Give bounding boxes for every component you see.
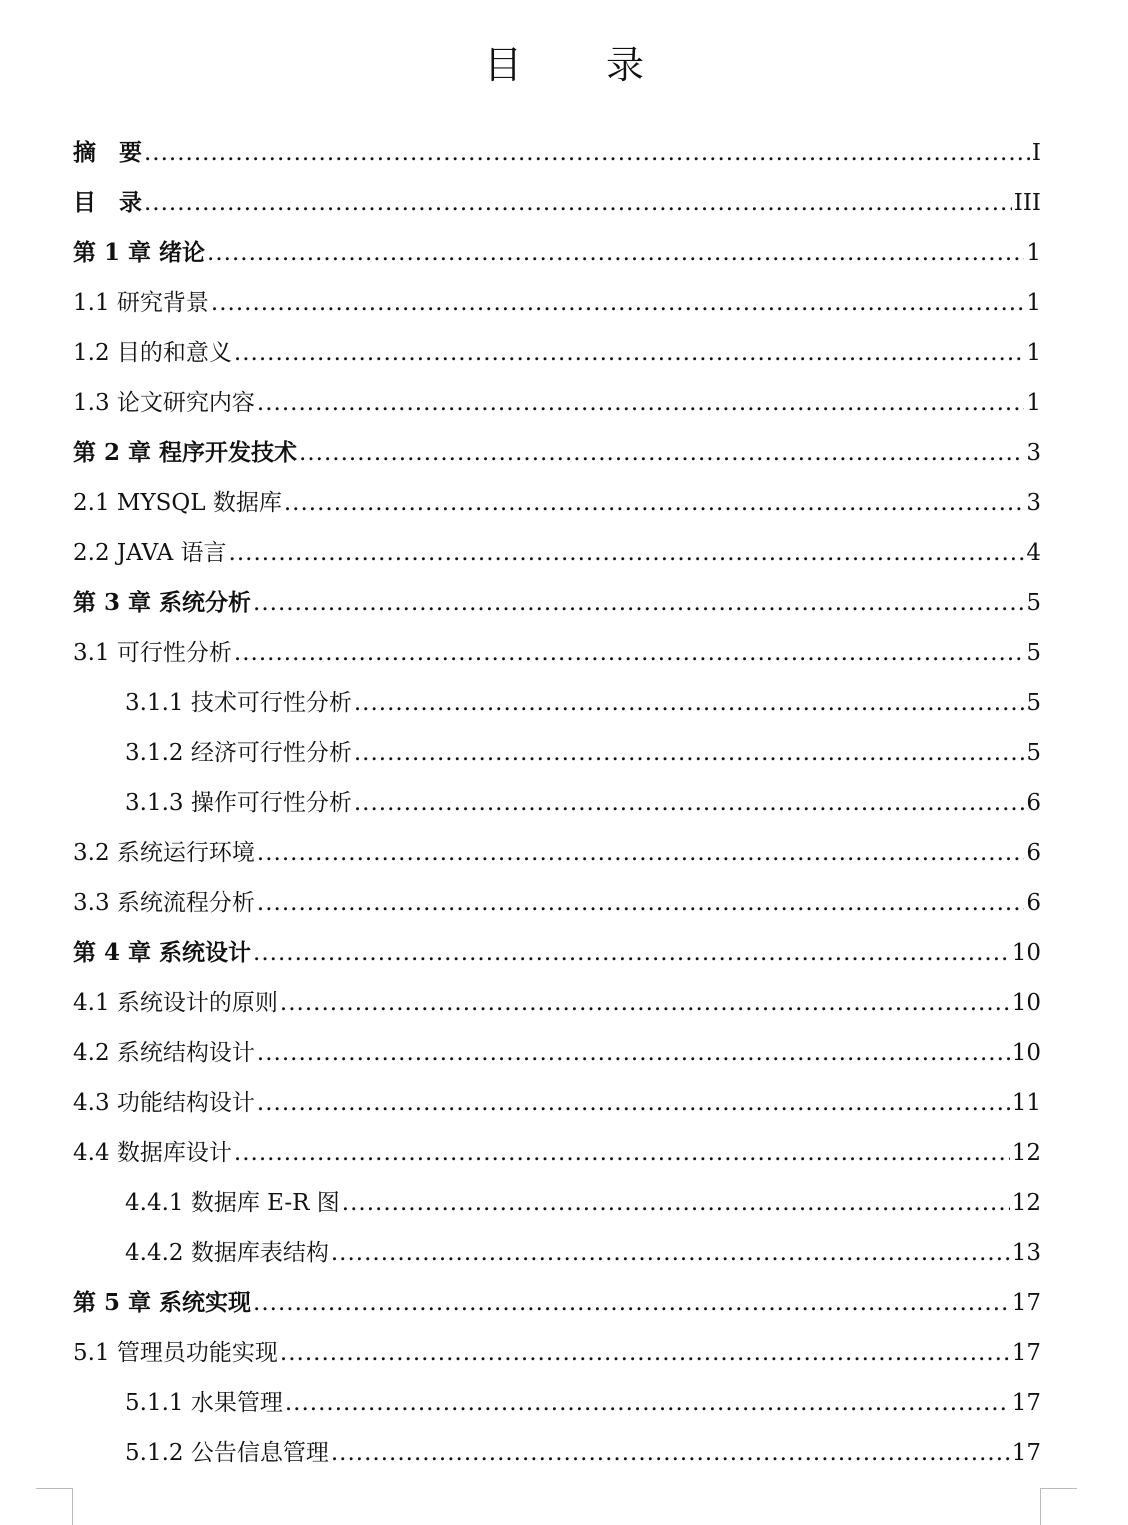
toc-leader-dots [280,1328,1010,1378]
toc-leader-dots [354,778,1025,828]
toc-entry-label: 第 4 章 系统设计 [73,939,252,966]
toc-entry-label: 第 2 章 程序开发技术 [73,439,298,466]
toc-entry-label: 4.4.2 数据库表结构 [125,1240,329,1266]
toc-leader-dots [257,1028,1010,1078]
toc-leader-dots [331,1428,1010,1478]
toc-entry[interactable] [73,128,1041,178]
toc-entry-label: 3.2 系统运行环境 [73,840,255,866]
toc-entry-page: 5 [1026,740,1041,766]
toc-leader-dots [257,378,1024,428]
toc-entry-page: 11 [1011,1090,1041,1116]
toc-entry[interactable] [73,978,1041,1028]
toc-entry[interactable] [73,178,1041,228]
toc-entry[interactable] [73,928,1041,978]
toc-leader-dots [144,178,1012,228]
toc-entry-label: 2.2 JAVA 语言 [73,540,227,566]
toc-entry-label: 3.1.3 操作可行性分析 [125,790,352,816]
toc-entry-page: 3 [1026,440,1041,466]
toc-leader-dots [285,1378,1010,1428]
toc-entry-label: 3.1.1 技术可行性分析 [125,690,352,716]
toc-entry-page: 17 [1011,1340,1041,1366]
toc-leader-dots [234,328,1024,378]
toc-entry-page: 6 [1026,890,1041,916]
toc-leader-dots [354,678,1025,728]
toc-leader-dots [280,978,1010,1028]
toc-entry-label: 1.3 论文研究内容 [73,390,255,416]
toc-entry-label: 1.2 目的和意义 [73,340,232,366]
toc-leader-dots [253,928,1010,978]
toc-entry-page: 5 [1026,640,1041,666]
toc-entry-label: 3.3 系统流程分析 [73,890,255,916]
toc-entry-page: 10 [1011,940,1041,966]
toc-entry-label: 第 3 章 系统分析 [73,589,252,616]
toc-leader-dots [354,728,1025,778]
toc-entry[interactable] [73,1328,1041,1378]
toc-entry-page: 10 [1011,1040,1041,1066]
toc-entry-page: III [1013,190,1041,216]
table-of-contents [73,128,1041,1478]
toc-leader-dots [257,828,1024,878]
toc-leader-dots [234,628,1024,678]
toc-entry[interactable] [73,428,1041,478]
toc-entry-page: 5 [1026,690,1041,716]
toc-entry[interactable] [73,278,1041,328]
toc-entry[interactable] [73,728,1041,778]
toc-leader-dots [257,1078,1010,1128]
toc-entry-label: 目 录 [73,189,142,216]
toc-leader-dots [331,1228,1010,1278]
toc-entry-page: 1 [1026,240,1041,266]
toc-entry[interactable] [73,1428,1041,1478]
toc-entry-page: 17 [1011,1390,1041,1416]
toc-entry-page: 4 [1026,540,1041,566]
toc-entry-label: 4.4 数据库设计 [73,1140,232,1166]
toc-entry-label: 第 1 章 绪论 [73,239,206,266]
toc-entry-label: 2.1 MYSQL 数据库 [73,490,282,516]
toc-entry-page: 13 [1011,1240,1041,1266]
toc-leader-dots [253,1278,1010,1328]
page-corner-mark-left [36,1488,73,1525]
toc-entry[interactable] [73,328,1041,378]
page-corner-mark-right [1040,1488,1077,1525]
toc-entry[interactable] [73,378,1041,428]
toc-entry-label: 4.2 系统结构设计 [73,1040,255,1066]
toc-entry[interactable] [73,1278,1041,1328]
toc-leader-dots [342,1178,1010,1228]
toc-entry-page: 12 [1011,1190,1041,1216]
toc-entry-page: 3 [1026,490,1041,516]
toc-entry-label: 第 5 章 系统实现 [73,1289,252,1316]
toc-entry-page: 6 [1026,790,1041,816]
toc-entry-label: 4.4.1 数据库 E-R 图 [125,1190,340,1216]
toc-entry-page: 10 [1011,990,1041,1016]
toc-leader-dots [211,278,1024,328]
toc-entry-page: 17 [1011,1440,1041,1466]
toc-entry-label: 5.1.2 公告信息管理 [125,1440,329,1466]
toc-leader-dots [207,228,1024,278]
toc-leader-dots [299,428,1024,478]
toc-leader-dots [144,128,1030,178]
toc-entry-label: 3.1.2 经济可行性分析 [125,740,352,766]
toc-leader-dots [284,478,1025,528]
toc-entry-page: I [1031,140,1041,166]
toc-entry-page: 1 [1026,340,1041,366]
toc-entry[interactable] [73,628,1041,678]
toc-leader-dots [229,528,1025,578]
toc-entry[interactable] [73,678,1041,728]
toc-entry[interactable] [73,1028,1041,1078]
toc-entry-page: 6 [1026,840,1041,866]
toc-leader-dots [257,878,1024,928]
toc-entry[interactable] [73,1128,1041,1178]
toc-entry[interactable] [73,778,1041,828]
toc-entry-label: 3.1 可行性分析 [73,640,232,666]
toc-leader-dots [234,1128,1010,1178]
toc-entry[interactable] [73,1228,1041,1278]
toc-entry-page: 1 [1026,390,1041,416]
toc-entry[interactable] [73,878,1041,928]
toc-entry-label: 5.1 管理员功能实现 [73,1340,278,1366]
toc-entry-label: 4.3 功能结构设计 [73,1090,255,1116]
toc-entry[interactable] [73,478,1041,528]
toc-entry-label: 4.1 系统设计的原则 [73,990,278,1016]
toc-entry-page: 5 [1026,590,1041,616]
toc-entry[interactable] [73,528,1041,578]
toc-entry[interactable] [73,828,1041,878]
toc-entry-page: 12 [1011,1140,1041,1166]
toc-title: 目 录 [483,43,681,87]
toc-entry-label: 5.1.1 水果管理 [125,1390,283,1416]
toc-entry-label: 摘 要 [73,139,142,166]
toc-entry[interactable] [73,228,1041,278]
toc-entry[interactable] [73,1378,1041,1428]
toc-entry-label: 1.1 研究背景 [73,290,209,316]
toc-entry[interactable] [73,1178,1041,1228]
toc-entry-page: 17 [1011,1290,1041,1316]
toc-entry[interactable] [73,578,1041,628]
toc-entry-page: 1 [1026,290,1041,316]
toc-leader-dots [253,578,1024,628]
toc-entry[interactable] [73,1078,1041,1128]
